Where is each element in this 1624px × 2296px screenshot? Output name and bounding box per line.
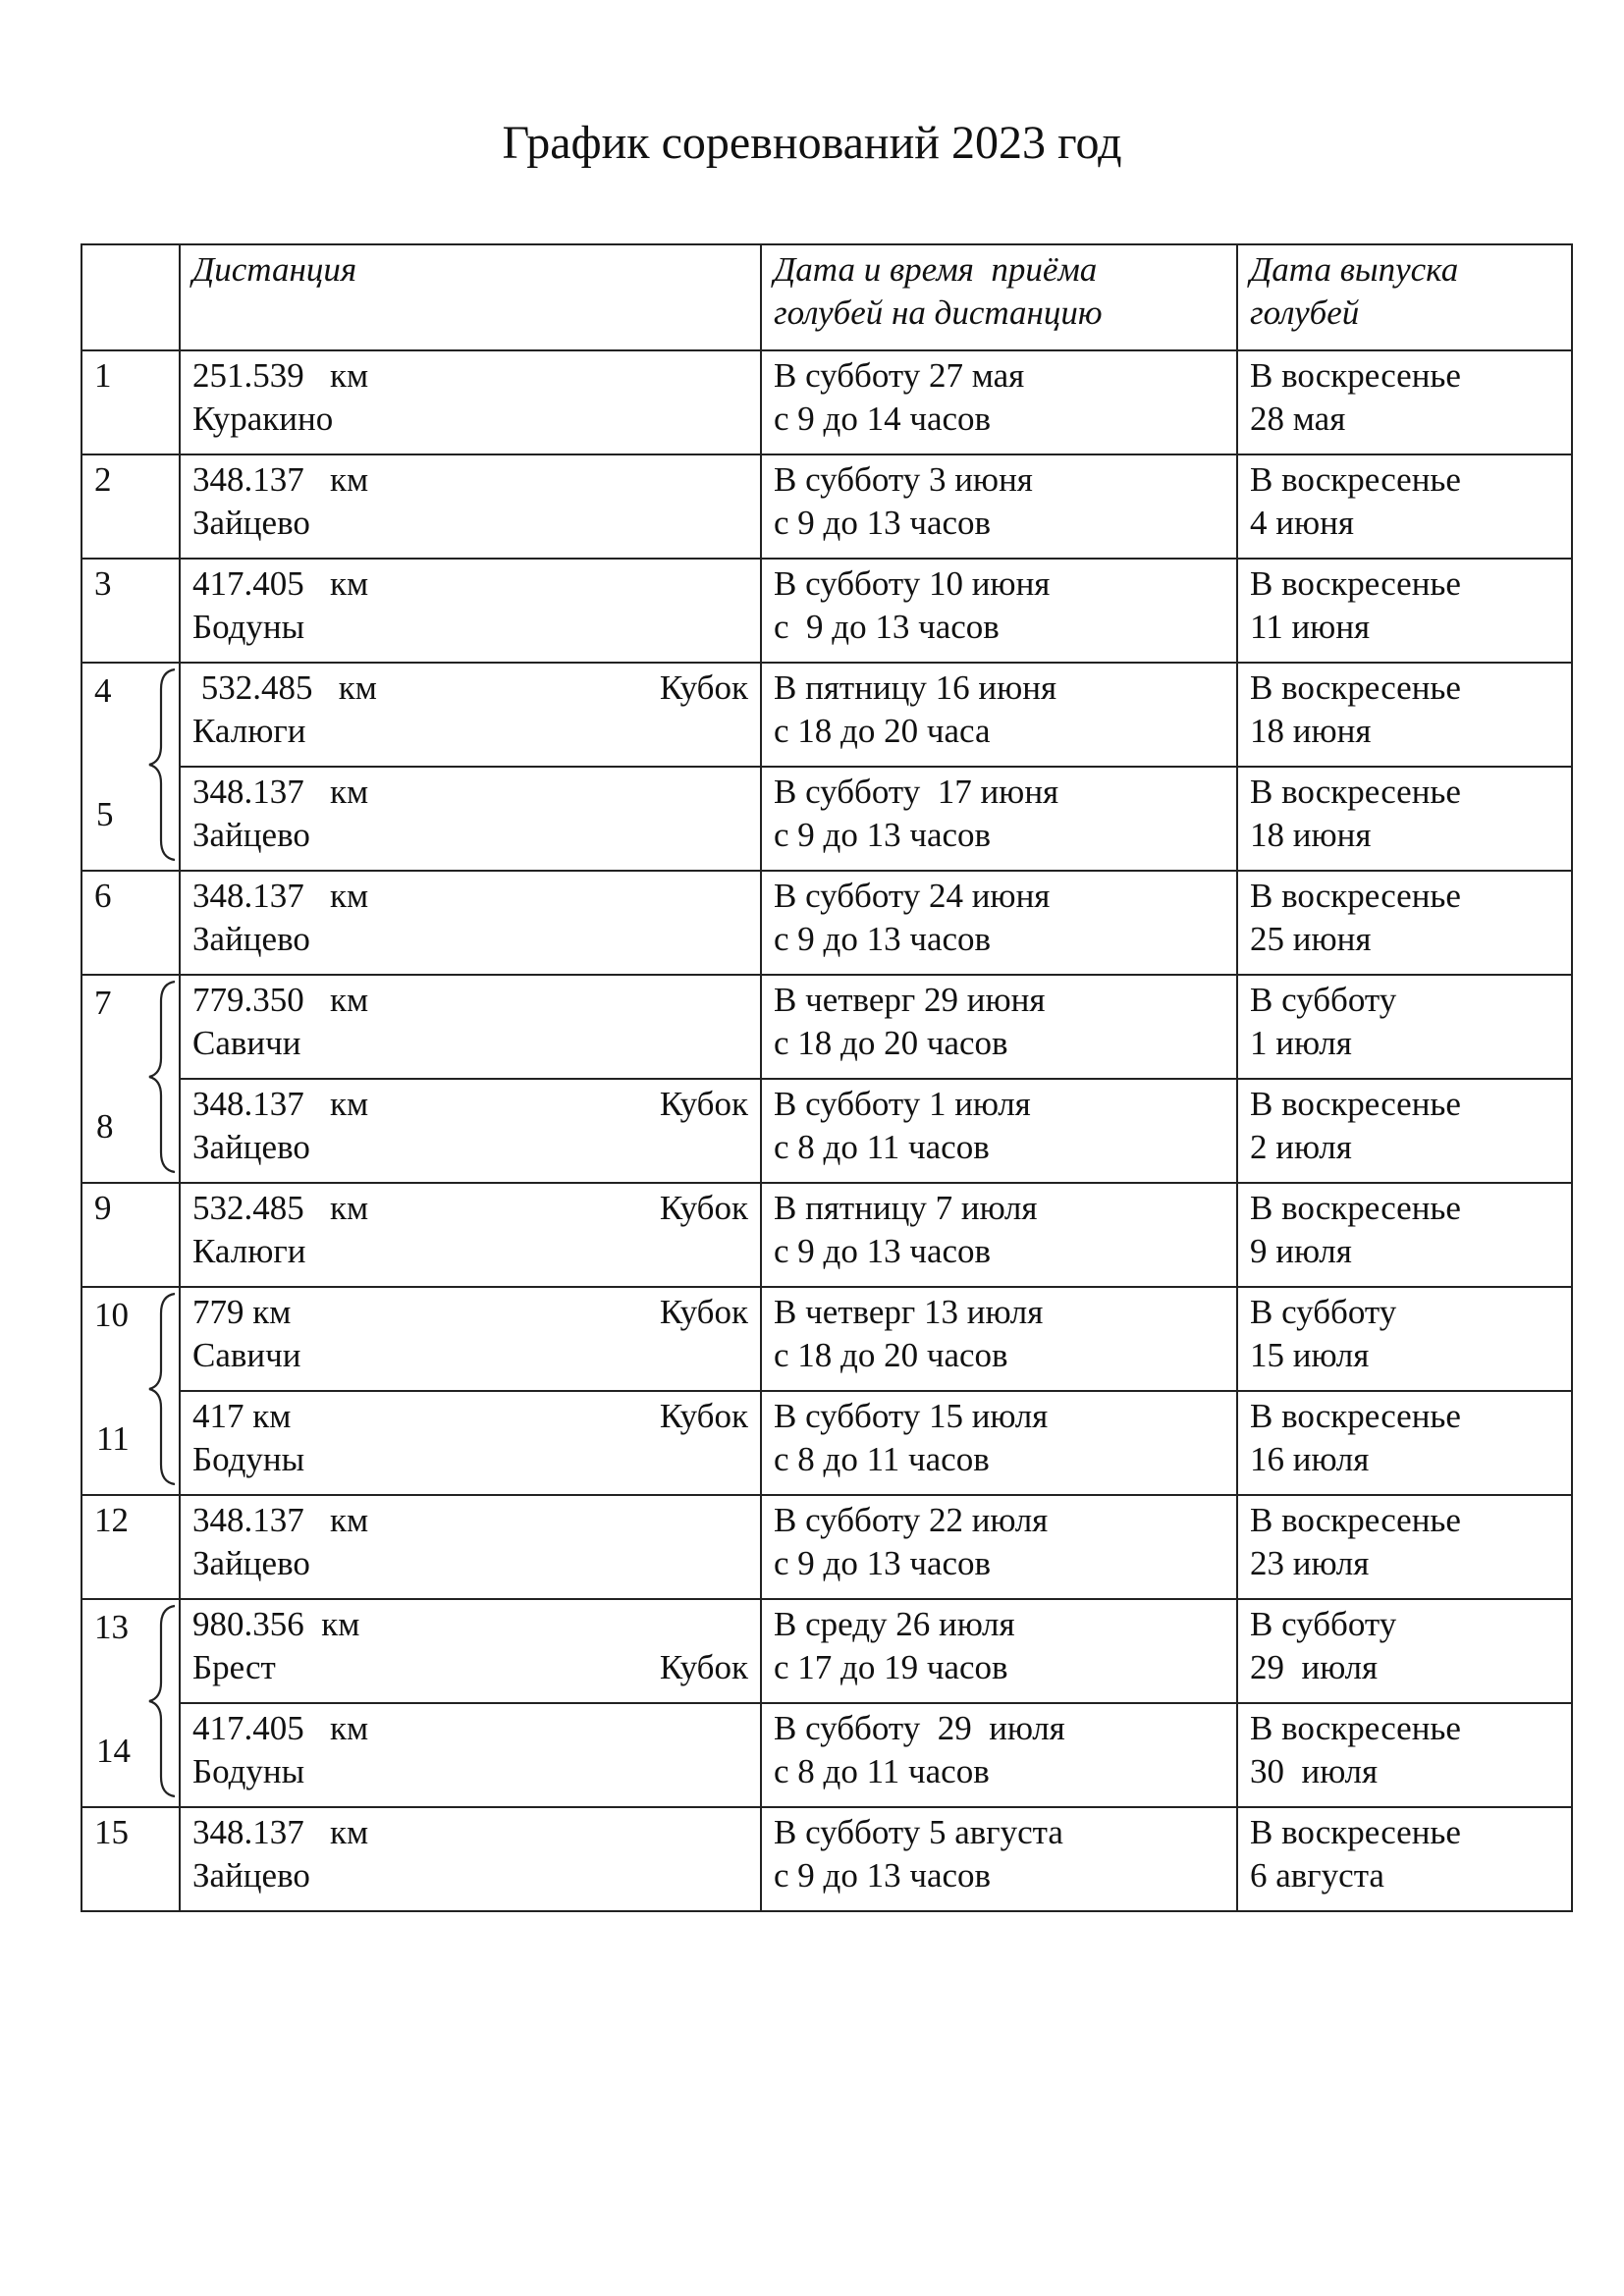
release-text: 23 июля [1250,1544,1370,1582]
cup-label: Кубок [659,1397,748,1435]
release-text: 18 июня [1250,712,1372,750]
row-number: 11 [96,1419,130,1458]
intake-cell [761,663,1237,767]
release-text: 25 июня [1250,920,1372,958]
distance-km: 779 км [192,1293,292,1331]
distance-place: Савичи [192,1336,301,1374]
intake-cell [761,559,1237,663]
table-row [81,1391,1572,1495]
row-number: 1 [81,350,180,454]
cup-label: Кубок [659,1085,748,1123]
distance-cell [180,1287,761,1391]
intake-text: с 9 до 13 часов [774,920,992,958]
intake-text: В субботу 27 мая [774,356,1025,395]
release-cell [1237,559,1572,663]
distance-place: Бодуны [192,1752,305,1790]
table-row [81,767,1572,871]
row-number: 9 [81,1183,180,1287]
intake-text: с 9 до 13 часов [774,1232,992,1270]
intake-text: В субботу 1 июля [774,1085,1031,1123]
release-text: В воскресенье [1250,1501,1461,1539]
intake-cell [761,1599,1237,1703]
release-cell [1237,1287,1572,1391]
release-text: В воскресенье [1250,356,1461,395]
distance-cell [180,663,761,767]
table-row [81,1807,1572,1911]
release-cell [1237,1495,1572,1599]
row-number: 6 [81,871,180,975]
distance-cell [180,1079,761,1183]
distance-place: Зайцево [192,1128,310,1166]
intake-text: с 18 до 20 часов [774,1336,1008,1374]
distance-place: Брест [192,1648,276,1686]
row-number: 15 [81,1807,180,1911]
table-row [81,1287,1572,1391]
release-cell [1237,1807,1572,1911]
distance-km: 348.137 км [192,773,369,811]
intake-cell [761,1703,1237,1807]
intake-cell [761,1287,1237,1391]
distance-place: Зайцево [192,816,310,854]
release-text: 29 июля [1250,1648,1379,1686]
release-cell [1237,871,1572,975]
intake-cell [761,350,1237,454]
release-text: В воскресенье [1250,773,1461,811]
table-row [81,663,1572,767]
row-number-pair [81,663,180,871]
intake-text: с 8 до 11 часов [774,1128,990,1166]
intake-text: с 8 до 11 часов [774,1440,990,1478]
distance-cell [180,975,761,1079]
row-number: 8 [96,1107,114,1146]
table-row [81,871,1572,975]
intake-text: с 17 до 19 часов [774,1648,1008,1686]
distance-cell [180,1391,761,1495]
row-number: 13 [94,1608,129,1646]
intake-cell [761,1079,1237,1183]
header-release: Дата выпуска голубей [1237,244,1572,350]
intake-text: с 8 до 11 часов [774,1752,990,1790]
distance-place: Зайцево [192,504,310,542]
intake-text: В субботу 22 июля [774,1501,1049,1539]
distance-place: Зайцево [192,1856,310,1895]
distance-cell [180,1703,761,1807]
row-number: 3 [81,559,180,663]
table-row [81,1599,1572,1703]
distance-place: Савичи [192,1024,301,1062]
release-cell [1237,1599,1572,1703]
distance-km: 348.137 км [192,877,369,915]
distance-km: 417 км [192,1397,292,1435]
distance-place: Зайцево [192,920,310,958]
distance-cell [180,767,761,871]
intake-text: с 9 до 13 часов [774,816,992,854]
intake-text: В субботу 10 июня [774,564,1051,603]
page-title: График соревнований 2023 год [502,117,1122,169]
row-number-pair [81,975,180,1183]
release-text: В субботу [1250,1293,1397,1331]
cup-label: Кубок [659,1189,748,1227]
release-text: В субботу [1250,1605,1397,1643]
distance-km: 779.350 км [192,981,369,1019]
distance-place: Куракино [192,400,334,438]
distance-km: 532.485 км [192,1189,369,1227]
release-cell [1237,975,1572,1079]
release-text: 11 июня [1250,608,1371,646]
schedule-table [81,243,1573,1912]
cup-label: Кубок [659,668,748,707]
row-number-pair [81,1599,180,1807]
release-cell [1237,767,1572,871]
intake-cell [761,767,1237,871]
intake-text: с 9 до 14 часов [774,400,992,438]
release-cell [1237,350,1572,454]
row-number: 14 [96,1732,131,1770]
cup-label: Кубок [659,1293,748,1331]
header-num [81,244,180,350]
distance-km: 348.137 км [192,460,369,499]
row-number: 10 [94,1296,129,1334]
release-text: В воскресенье [1250,877,1461,915]
table-row [81,975,1572,1079]
distance-place: Калюги [192,1232,306,1270]
release-text: В воскресенье [1250,1813,1461,1851]
distance-km: 348.137 км [192,1501,369,1539]
distance-km: 417.405 км [192,564,369,603]
distance-place: Зайцево [192,1544,310,1582]
distance-km: 417.405 км [192,1709,369,1747]
intake-cell [761,1183,1237,1287]
intake-text: В субботу 29 июля [774,1709,1065,1747]
release-text: 6 августа [1250,1856,1384,1895]
distance-cell [180,1807,761,1911]
release-text: В воскресенье [1250,564,1461,603]
row-number: 5 [96,795,114,833]
distance-cell [180,871,761,975]
intake-text: В пятницу 7 июля [774,1189,1038,1227]
release-text: 28 мая [1250,400,1346,438]
intake-text: с 9 до 13 часов [774,504,992,542]
release-cell [1237,1079,1572,1183]
table-row [81,1495,1572,1599]
distance-cell [180,559,761,663]
intake-cell [761,1495,1237,1599]
release-cell [1237,1391,1572,1495]
row-number: 4 [94,671,112,710]
release-cell [1237,663,1572,767]
release-text: 16 июля [1250,1440,1370,1478]
distance-cell [180,1495,761,1599]
table-row [81,1703,1572,1807]
intake-text: В четверг 13 июля [774,1293,1044,1331]
distance-km: 532.485 км [192,668,377,707]
distance-cell [180,1183,761,1287]
distance-km: 348.137 км [192,1085,369,1123]
release-text: В субботу [1250,981,1397,1019]
distance-place: Бодуны [192,608,305,646]
release-text: В воскресенье [1250,1397,1461,1435]
intake-text: В среду 26 июля [774,1605,1015,1643]
schedule-body [81,350,1572,1911]
release-cell [1237,454,1572,559]
distance-cell [180,454,761,559]
row-number-pair [81,1287,180,1495]
release-cell [1237,1703,1572,1807]
distance-place: Бодуны [192,1440,305,1478]
release-text: 1 июля [1250,1024,1352,1062]
distance-km: 980.356 км [192,1605,360,1643]
distance-cell [180,350,761,454]
intake-text: с 18 до 20 часа [774,712,991,750]
distance-km: 251.539 км [192,356,369,395]
intake-cell [761,871,1237,975]
distance-cell [180,1599,761,1703]
intake-cell [761,1807,1237,1911]
release-text: 18 июня [1250,816,1372,854]
cup-label: Кубок [659,1648,748,1686]
table-row [81,1079,1572,1183]
header-intake: Дата и время приёма голубей на дистанцию [761,244,1237,350]
intake-text: с 9 до 13 часов [774,1544,992,1582]
table-row [81,559,1572,663]
intake-text: В субботу 15 июля [774,1397,1049,1435]
release-text: В воскресенье [1250,1709,1461,1747]
release-text: 2 июля [1250,1128,1352,1166]
release-text: 15 июля [1250,1336,1370,1374]
release-text: В воскресенье [1250,1189,1461,1227]
intake-cell [761,1391,1237,1495]
table-row [81,1183,1572,1287]
table-row [81,454,1572,559]
release-text: В воскресенье [1250,1085,1461,1123]
table-row [81,350,1572,454]
intake-cell [761,975,1237,1079]
row-number: 2 [81,454,180,559]
intake-text: В субботу 3 июня [774,460,1033,499]
distance-km: 348.137 км [192,1813,369,1851]
release-text: В воскресенье [1250,668,1461,707]
header-distance: Дистанция [180,244,761,350]
distance-place: Калюги [192,712,306,750]
intake-text: с 18 до 20 часов [774,1024,1008,1062]
release-text: 4 июня [1250,504,1354,542]
intake-text: В четверг 29 июня [774,981,1046,1019]
release-text: 9 июля [1250,1232,1352,1270]
row-number: 12 [81,1495,180,1599]
intake-text: В пятницу 16 июня [774,668,1057,707]
release-cell [1237,1183,1572,1287]
intake-text: с 9 до 13 часов [774,1856,992,1895]
intake-text: В субботу 24 июня [774,877,1051,915]
intake-text: В субботу 5 августа [774,1813,1063,1851]
intake-text: с 9 до 13 часов [774,608,1000,646]
intake-text: В субботу 17 июня [774,773,1059,811]
header-row [81,244,1572,350]
release-text: 30 июля [1250,1752,1379,1790]
release-text: В воскресенье [1250,460,1461,499]
intake-cell [761,454,1237,559]
row-number: 7 [94,984,112,1022]
